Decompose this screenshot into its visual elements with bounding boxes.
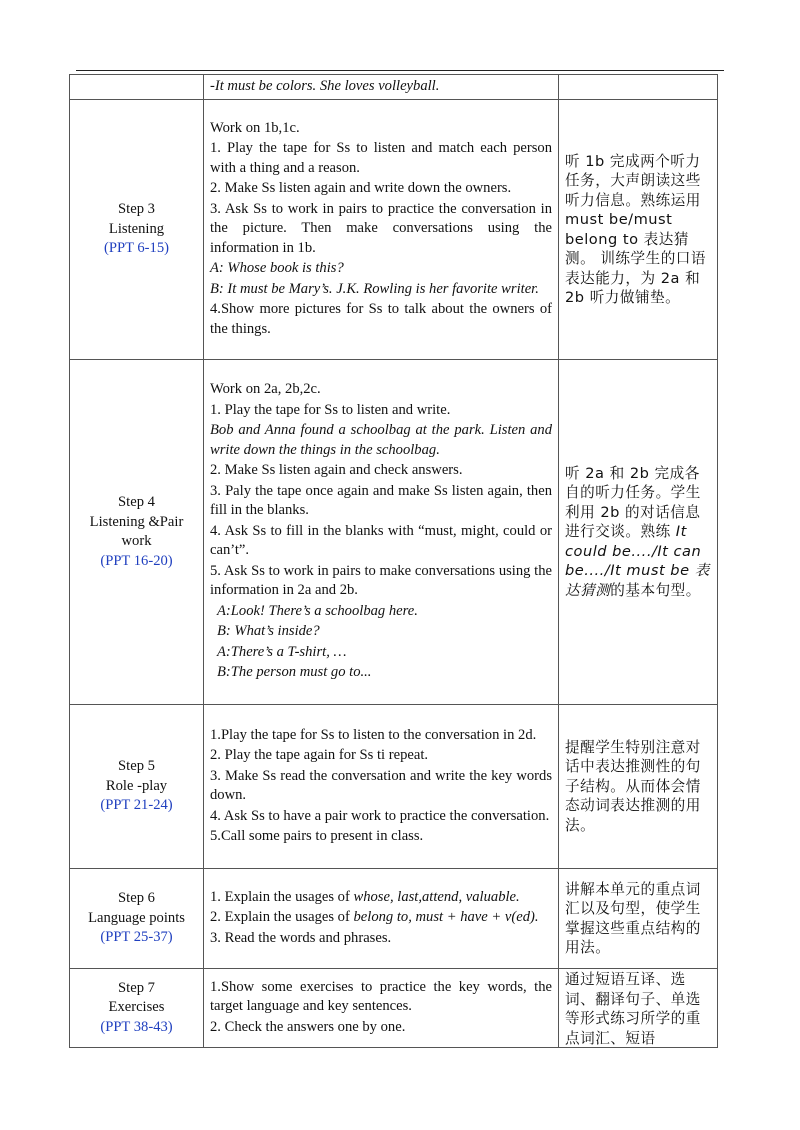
purpose-text: 通过短语互译、选词、翻译句子、单选等形式练习所学的重点词汇、短语 <box>565 971 701 1046</box>
activity-line: 5. Ask Ss to work in pairs to make conversations using the information in 2a and 2b. <box>210 562 552 599</box>
activity-line: -It must be colors. She loves volleyball. <box>210 77 440 94</box>
purpose-text: 提醒学生特别注意对话中表达推测性的句子结构。从而体会情态动词表达推测的用法。 <box>565 738 701 834</box>
purpose-text-c: 的基本句型。 <box>610 581 701 599</box>
step-title: Step 7 <box>118 979 155 996</box>
activity-cell <box>204 869 559 969</box>
activity-line: 1.Show some exercises to practice the key words, the target language and key sentences. <box>210 978 552 1015</box>
activity-line: 2. Make Ss listen again and check answers. <box>210 462 463 479</box>
step-subtitle: Listening <box>108 220 165 237</box>
activity-line: 1. Play the tape for Ss to listen and match each person with a thing and a reason. <box>210 140 552 176</box>
activity-line: A:There’s a T-shirt, … <box>217 643 347 660</box>
purpose-cell <box>559 869 718 969</box>
header-rule <box>76 70 724 71</box>
step-title: Step 3 <box>118 201 155 218</box>
ppt-range: (PPT 21-24) <box>100 797 173 814</box>
activity-line-prefix: 2. Explain the usages of <box>210 909 354 926</box>
activity-line: B: What’s inside? <box>217 623 320 640</box>
step-cell <box>70 360 204 705</box>
activity-line: 5.Call some pairs to present in class. <box>210 828 424 844</box>
activity-line: 4. Ask Ss to fill in the blanks with “must, might, could or can’t”. <box>210 522 552 559</box>
activity-line: 3. Paly the tape once again and make Ss listen again, then fill in the blanks. <box>210 482 552 519</box>
activity-cell <box>204 705 559 869</box>
purpose-text <box>565 464 711 601</box>
table-row <box>70 969 718 1048</box>
purpose-text-a: 听 2a 和 2b 完成各自的听力任务。学生利用 2b 的对话信息进行交谈。熟练 <box>565 464 701 541</box>
activity-cell <box>204 360 559 705</box>
ppt-range: (PPT 6-15) <box>103 240 169 257</box>
step-subtitle: Role -play <box>105 777 168 794</box>
step-title: Step 6 <box>118 890 155 907</box>
table-row <box>70 75 718 100</box>
activity-line: 2. Play the tape again for Ss ti repeat. <box>210 747 429 763</box>
activity-cell <box>204 969 559 1048</box>
step-subtitle: Exercises <box>108 999 165 1016</box>
purpose-text: 讲解本单元的重点词汇以及句型，使学生掌握这些重点结构的用法。 <box>565 880 701 956</box>
step-cell <box>70 969 204 1048</box>
purpose-cell <box>559 100 718 360</box>
activity-line: Work on 1b,1c. <box>210 119 300 136</box>
step-title: Step 5 <box>118 758 155 775</box>
purpose-text-b: It could be..../It can be..../It must be 表达猜测 <box>565 523 710 599</box>
activity-line <box>210 888 552 909</box>
purpose-cell <box>559 75 718 100</box>
activity-line: 4.Show more pictures for Ss to talk about the owners of the things. <box>210 301 552 337</box>
activity-line: 3. Ask Ss to work in pairs to practice the conversation in the picture. Then make conversations using the information in 1b. <box>210 200 552 256</box>
purpose-cell <box>559 969 718 1048</box>
activity-line-terms: belong to, must + have + v(ed). <box>353 909 539 926</box>
activity-line: A: Whose book is this? <box>210 260 344 277</box>
activity-line: 2. Check the answers one by one. <box>210 1018 406 1035</box>
ppt-range: (PPT 38-43) <box>100 1018 173 1035</box>
activity-line <box>210 908 552 929</box>
step-cell <box>70 705 204 869</box>
activity-line: B: It must be Mary’s. J.K. Rowling is her favorite writer. <box>210 280 539 297</box>
activity-line: Bob and Anna found a schoolbag at the park. Listen and write down the things in the schoolbag. <box>210 422 552 458</box>
step-cell <box>70 100 204 360</box>
table-row <box>70 360 718 705</box>
activity-line: 3. Make Ss read the conversation and write the key words down. <box>210 767 552 803</box>
step-subtitle: Language points <box>88 909 185 926</box>
table-row <box>70 705 718 869</box>
ppt-range: (PPT 16-20) <box>100 552 173 569</box>
purpose-cell <box>559 360 718 705</box>
purpose-cell <box>559 705 718 869</box>
activity-line: B:The person must go to... <box>217 664 372 681</box>
activity-cell <box>204 75 559 100</box>
activity-line: 1.Play the tape for Ss to listen to the conversation in 2d. <box>210 726 537 743</box>
step-subtitle: Listening &Pair work <box>89 513 184 549</box>
activity-line: 2. Make Ss listen again and write down the owners. <box>210 180 512 197</box>
activity-line: 3. Read the words and phrases. <box>210 929 392 946</box>
activity-line: 4. Ask Ss to have a pair work to practice the conversation. <box>210 807 550 824</box>
activity-line: A:Look! There’s a schoolbag here. <box>217 602 418 619</box>
lesson-plan-table <box>69 74 718 1048</box>
activity-line-prefix: 1. Explain the usages of <box>210 888 354 905</box>
activity-cell <box>204 100 559 360</box>
step-cell <box>70 869 204 969</box>
activity-line: 1. Play the tape for Ss to listen and write. <box>210 401 451 418</box>
step-cell <box>70 75 204 100</box>
table-row <box>70 100 718 360</box>
purpose-text: 听 1b 完成两个听力任务，大声朗读这些听力信息。熟练运用 must be/must belong to 表达猜测。 训练学生的口语表达能力，为 2a 和 2b 听力做铺垫。 <box>565 152 706 306</box>
ppt-range: (PPT 25-37) <box>100 929 173 946</box>
table-row <box>70 869 718 969</box>
activity-line: Work on 2a, 2b,2c. <box>210 381 321 398</box>
step-title: Step 4 <box>118 494 155 510</box>
activity-line-terms: whose, last,attend, valuable. <box>353 888 520 905</box>
